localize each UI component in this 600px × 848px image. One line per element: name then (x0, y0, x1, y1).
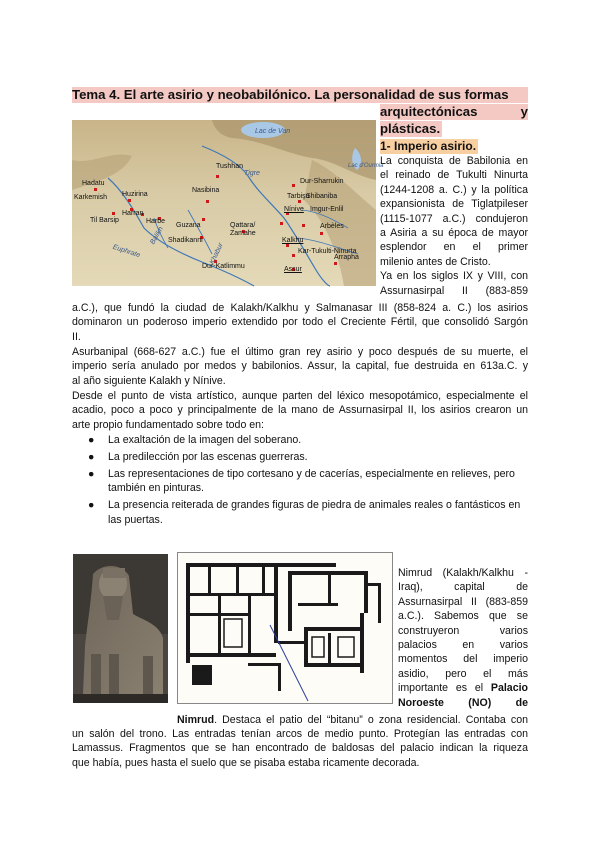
map-background-svg (72, 120, 376, 286)
map-label-karkemish: Karkemish (74, 194, 108, 201)
text-line: palacios en varios (398, 639, 528, 652)
text-line: importante es el Palacio (398, 682, 529, 695)
map-label-tarbisu: Tarbişu (287, 193, 310, 200)
section-heading: 1- Imperio asirio. (380, 139, 477, 153)
map-label-shadikanni: Shadikanni (168, 237, 203, 244)
title-word-arquitectonicas: arquitectónicas (380, 104, 478, 119)
text-line: Ya en los siglos IX y VIII, con (380, 270, 528, 283)
map-label-lake-urmia: Lac d'Ourmia (348, 163, 384, 169)
text-line: a.C.). Sabemos que se (398, 610, 528, 623)
map-label-euphrates: Euphrate (111, 243, 141, 260)
text-line: Asurbanipal (668-627 a.C.) fue el último gran rey asirio y poco después de su muerte, el (72, 346, 528, 358)
nimrud-paragraph (398, 566, 528, 710)
list-item: ● La exaltación de la imagen del soberano. (88, 434, 302, 446)
text-line: acadio, poco a poco y principalmente de la mano de Assurnasirpal II, los asirios crearon un (72, 404, 528, 417)
map-label-guzana: Guzana (176, 222, 201, 229)
map-label-nasibina: Nasibina (192, 187, 220, 194)
map-label-tushhan: Tushhan (216, 163, 243, 170)
map-label-kar-tukulti: Kar-Tukulti-Ninurta (298, 248, 357, 255)
text-line: Lamassus. Fragmentos que se han encontrado de baldosas del palacio indican la riqueza (72, 742, 528, 755)
map-label-assur: Assur (284, 266, 302, 273)
map-label-dur-sharrukin: Dur-Sharrukin (300, 178, 344, 185)
page-title: Tema 4. El arte asirio y neobabilónico. La personalidad de sus formas (72, 87, 509, 102)
text-line: Assurnasirpal II (883-859 (380, 284, 528, 297)
map-label-ninive: Nínive (284, 206, 304, 213)
text-line: (1115-1077 a.C.) condujeron (380, 212, 528, 225)
map-label-til-barsip: Til Barsip (90, 217, 119, 224)
bullet-icon: ● (88, 499, 95, 512)
text-line: asidio, pero el más (398, 667, 528, 680)
map-label-arbeles: Arbèles (320, 223, 344, 230)
map-label-dur-katlimmu: Dur-Katlimmu (202, 263, 245, 270)
bullet-icon: ● (88, 434, 95, 446)
map-label-shibaniba: Shibaniba (306, 193, 338, 200)
palace-name-line: Noroeste (NO) de (398, 696, 528, 709)
palace-name: Palacio (490, 682, 529, 695)
map-label-khabur: Khabur (208, 242, 225, 266)
text-line: esplendor en el primer (380, 241, 528, 254)
bullet-icon: ● (88, 451, 95, 463)
page-title-line3: plásticas. (380, 121, 441, 136)
text-line: II. (72, 330, 81, 343)
lamassu-image (73, 554, 168, 703)
assyria-map (72, 120, 384, 286)
text-line: construyeron varios (398, 624, 528, 637)
paragraph-asurbanipal (72, 345, 528, 388)
text-line: Iraq), capital de (398, 581, 528, 594)
paragraph-assurnasirpal (72, 301, 528, 344)
map-label-kalkhu: Kalkhu (282, 237, 304, 244)
map-label-tigris: Tigre (244, 170, 260, 177)
text-line: La conquista de Babilonia en (380, 155, 528, 167)
text-line: imperio sería anulado por medos y babilonios. Assur, la capital, fue destruida en 613a.C. y (72, 360, 528, 373)
map-label-hadatu: Hadatu (82, 180, 105, 187)
text-line: Assurnasirpal II (883-859 (398, 595, 528, 608)
text-line: arte propio fundamentado sobre todo en: (72, 418, 265, 431)
text-line: a Asiria a su época de mayor (380, 227, 528, 240)
text-line: que había, pues hasta el suelo que se pisaba estaba ricamente decorada. (72, 756, 420, 769)
text-line: dominaron un poderoso imperio extendido por todo el Creciente Fértil, que consolidó Sargón (72, 316, 528, 329)
text-line: milenio antes de Cristo. (380, 255, 491, 268)
palace-floor-plan (177, 552, 393, 704)
text-line: un salón del trono. Las entradas tenían arcos de medio punto. Protegían las entradas con (72, 728, 528, 740)
text-line: a.C.), que fundó la ciudad de Kalakh/Kalkhu y Salmanasar III (858-824 a. C.) los asirios (72, 302, 528, 314)
text-line: Nimrud (Kalakh/Kalkhu - (398, 567, 528, 579)
text-line: (1244-1208 a. C.) y la política (380, 183, 528, 196)
paragraph-artistic (72, 389, 528, 432)
map-label-harran: Harran (122, 210, 144, 217)
text-line: el reinado de Tukulti Ninurta (380, 169, 528, 182)
text-line: expansionista de Tiglatpileser (380, 198, 528, 211)
list-item: ● Las representaciones de tipo cortesano y de cacerías, especialmente en relieves, pero también en pinturas. (88, 468, 515, 495)
title-word-y: y (520, 104, 528, 119)
list-item: ● La predilección por las escenas guerreras. (88, 451, 308, 463)
bullet-icon: ● (88, 468, 95, 480)
features-list (88, 433, 528, 530)
text-line: Desde el punto de vista artístico, aunque parten del léxico mesopotámico, especialmente el (72, 390, 528, 402)
map-label-lake-van: Lac de Van (255, 128, 291, 135)
lamassu-photo (73, 554, 168, 703)
intro-paragraph (380, 154, 528, 298)
map-label-harbe: Harbe (146, 218, 166, 225)
page-title-line2 (380, 104, 528, 120)
map-label-huzirina: Huzirina (122, 191, 148, 198)
nimrud-paragraph-end (72, 727, 528, 770)
text-line: momentos del imperio (398, 653, 528, 666)
nimrud-continuation: Nimrud. Destaca el patio del “bitanu” o zona residencial. Contaba con (177, 714, 528, 726)
floor-plan-drawing (178, 553, 392, 703)
map-label-qattara: Qattara/ (230, 222, 256, 229)
text-line: al año siguiente Kalakh y Nínive. (72, 374, 226, 387)
map-label-zamahe: Zamahe (230, 230, 256, 237)
map-label-balikh: Balikh (149, 225, 165, 246)
list-item: ● La presencia reiterada de grandes figuras de piedra de animales reales o fantásticos en las puertas. (88, 499, 521, 526)
map-label-arrapha: Arrapha (334, 254, 359, 261)
map-label-imgur-enlil: Imgur-Enlil (310, 206, 344, 213)
palace-name-nimrud: Nimrud (177, 714, 215, 726)
